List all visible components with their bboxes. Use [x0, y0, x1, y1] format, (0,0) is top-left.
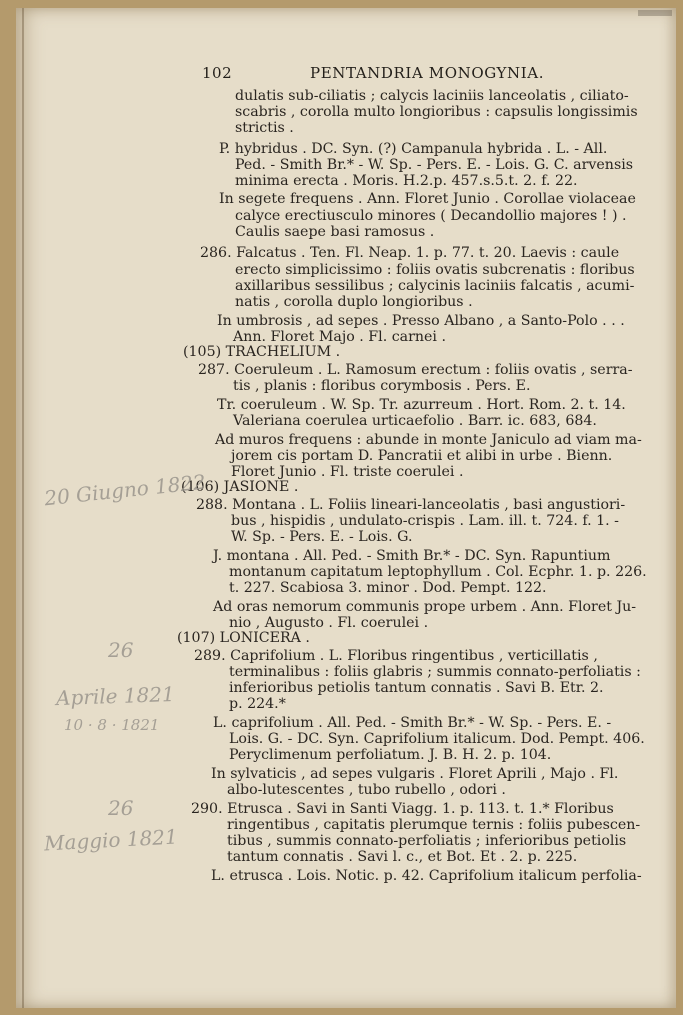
- text-line: In segete frequens . Ann. Floret Junio . Corollae violaceae: [219, 191, 636, 207]
- text-line: (105) TRACHELIUM .: [183, 344, 341, 360]
- text-line: tibus , summis connato-perfoliatis ; inferioribus petiolis: [227, 833, 627, 849]
- text-line: Lois. G. - DC. Syn. Caprifolium italicum. Dod. Pempt. 406.: [229, 731, 645, 747]
- text-line: strictis .: [235, 120, 294, 136]
- text-line: P. hybridus . DC. Syn. (?) Campanula hybrida . L. - All.: [219, 141, 608, 157]
- text-line: dulatis sub-ciliatis ; calycis laciniis lanceolatis , ciliato-: [235, 88, 629, 104]
- text-line: axillaribus sessilibus ; calycinis laciniis falcatis , acumi-: [235, 278, 635, 294]
- page-number: 102: [202, 64, 233, 82]
- text-line: scabris , corolla multo longioribus : capsulis longissimis: [235, 104, 638, 120]
- margin-note: 10 · 8 · 1821: [64, 716, 160, 734]
- text-line: tis , planis : floribus corymbosis . Pers. E.: [233, 378, 531, 394]
- margin-note: Aprile 1821: [55, 681, 176, 711]
- text-line: nio , Augusto . Fl. coerulei .: [229, 615, 429, 631]
- text-line: L. etrusca . Lois. Notic. p. 42. Caprifolium italicum perfolia-: [211, 868, 642, 884]
- text-line: minima erecta . Moris. H.2.p. 457.s.5.t. 2. f. 22.: [235, 173, 578, 189]
- margin-note: 26: [108, 796, 134, 820]
- text-line: ringentibus , capitatis plerumque ternis : foliis pubescen-: [227, 817, 641, 833]
- text-line: t. 227. Scabiosa 3. minor . Dod. Pempt. 122.: [229, 580, 547, 596]
- text-line: (107) LONICERA .: [177, 630, 310, 646]
- text-line: 287. Coeruleum . L. Ramosum erectum : foliis ovatis , serra-: [198, 362, 633, 378]
- text-line: 289. Caprifolium . L. Floribus ringentibus , verticillatis ,: [194, 648, 598, 664]
- text-line: 286. Falcatus . Ten. Fl. Neap. 1. p. 77. t. 20. Laevis : caule: [200, 245, 620, 261]
- text-line: Valeriana coerulea urticaefolio . Barr. ic. 683, 684.: [233, 413, 597, 429]
- text-line: calyce erectiusculo minores ( Decandollio majores ! ) .: [235, 208, 627, 224]
- text-line: Tr. coeruleum . W. Sp. Tr. azurreum . Hort. Rom. 2. t. 14.: [217, 397, 626, 413]
- text-line: 288. Montana . L. Foliis lineari-lanceolatis , basi angustiori-: [196, 497, 626, 513]
- text-line: Caulis saepe basi ramosus .: [235, 224, 435, 240]
- text-line: Ad oras nemorum communis prope urbem . Ann. Floret Ju-: [213, 599, 637, 615]
- text-line: Ann. Floret Majo . Fl. carnei .: [233, 329, 446, 345]
- text-line: albo-lutescentes , tubo rubello , odori .: [227, 782, 506, 798]
- text-line: J. montana . All. Ped. - Smith Br.* - DC. Syn. Rapuntium: [213, 548, 611, 564]
- text-line: Floret Junio . Fl. triste coerulei .: [231, 464, 464, 480]
- text-line: erecto simplicissimo : foliis ovatis subcrenatis : floribus: [235, 262, 635, 278]
- text-line: montanum capitatum leptophyllum . Col. Ecphr. 1. p. 226.: [229, 564, 647, 580]
- text-line: W. Sp. - Pers. E. - Lois. G.: [231, 529, 413, 545]
- text-line: terminalibus : foliis glabris ; summis connato-perfoliatis :: [229, 664, 641, 680]
- running-head: PENTANDRIA MONOGYNIA.: [310, 64, 545, 82]
- margin-note: Maggio 1821: [43, 824, 179, 856]
- text-line: inferioribus petiolis tantum connatis . Savi B. Etr. 2.: [229, 680, 604, 696]
- text-line: jorem cis portam D. Pancratii et alibi in urbe . Bienn.: [231, 448, 613, 464]
- text-line: L. caprifolium . All. Ped. - Smith Br.* - W. Sp. - Pers. E. -: [213, 715, 612, 731]
- text-line: In sylvaticis , ad sepes vulgaris . Floret Aprili , Majo . Fl.: [211, 766, 619, 782]
- text-line: tantum connatis . Savi l. c., et Bot. Et . 2. p. 225.: [227, 849, 578, 865]
- text-line: Ped. - Smith Br.* - W. Sp. - Pers. E. - Lois. G. C. arvensis: [235, 157, 634, 173]
- margin-note: 26: [108, 638, 134, 662]
- page-header: [16, 64, 676, 88]
- text-line: p. 224.*: [229, 696, 286, 712]
- text-line: Ad muros frequens : abunde in monte Janiculo ad viam ma-: [215, 432, 642, 448]
- text-line: natis , corolla duplo longioribus .: [235, 294, 473, 310]
- text-line: Peryclimenum perfoliatum. J. B. H. 2. p. 104.: [229, 747, 552, 763]
- text-line: In umbrosis , ad sepes . Presso Albano , a Santo-Polo . . .: [217, 313, 625, 329]
- book-page: [16, 8, 676, 1008]
- text-line: 290. Etrusca . Savi in Santi Viagg. 1. p. 113. t. 1.* Floribus: [191, 801, 614, 817]
- text-line: bus , hispidis , undulato-crispis . Lam. ill. t. 724. f. 1. -: [231, 513, 619, 529]
- margin-note: 20 Giugno 1822: [43, 469, 207, 511]
- ink-mark: [638, 10, 672, 16]
- text-line: (106) JASIONE .: [181, 479, 299, 495]
